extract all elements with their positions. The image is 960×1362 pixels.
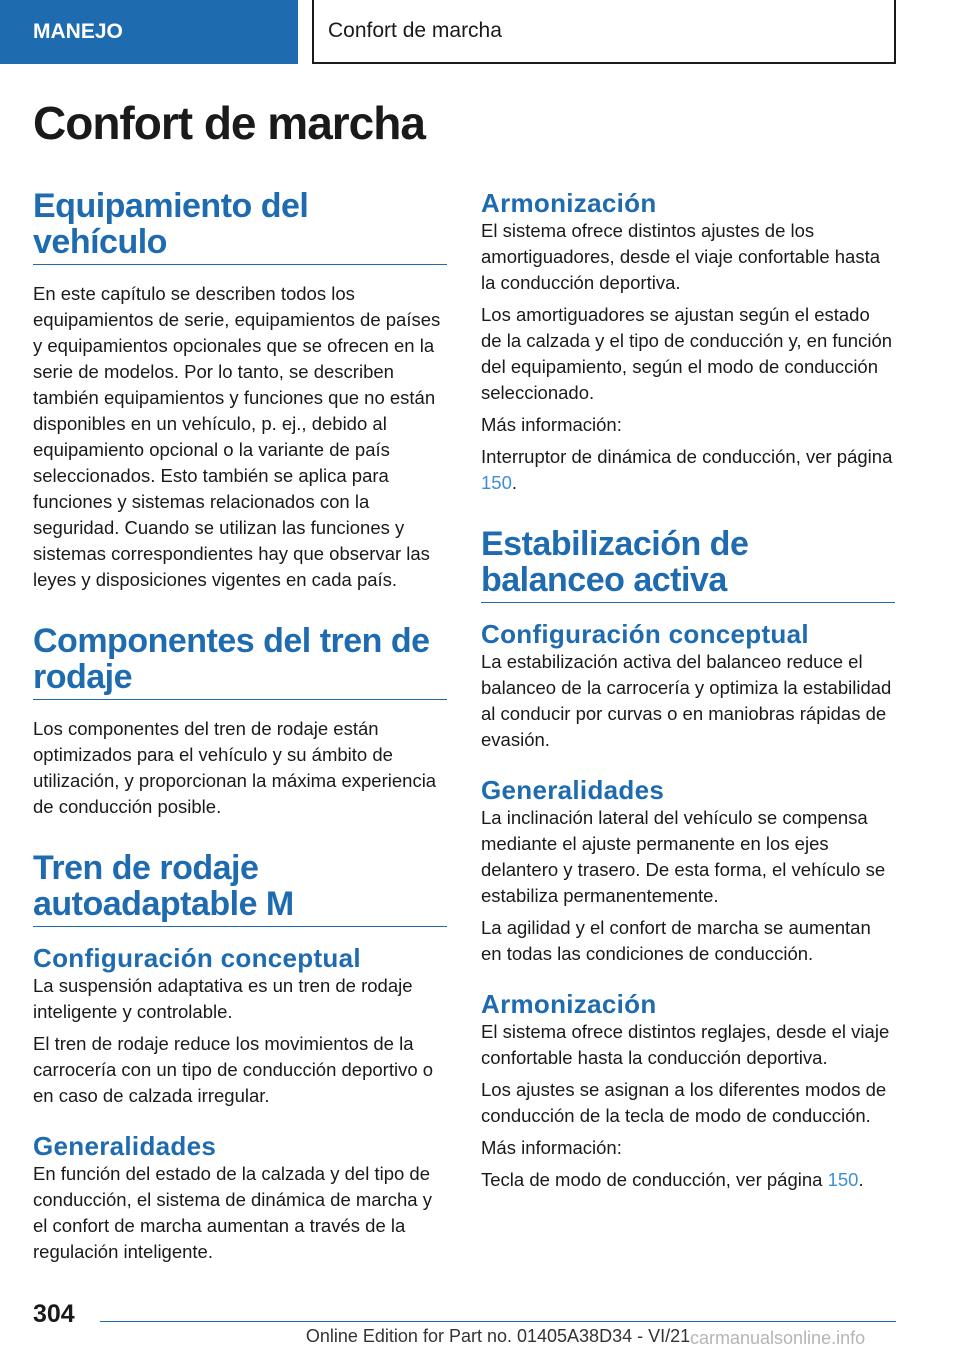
- page-link-150[interactable]: 150: [481, 472, 512, 493]
- section-heading-estabilizacion: Estabilización de balanceo activa: [481, 526, 895, 603]
- footer-divider: [100, 1321, 896, 1322]
- paragraph: Más información:: [481, 414, 622, 435]
- paragraph: La estabilización activa del balanceo reduce el balanceo de la carrocería y optimiza la estabilidad al conducir por curvas o en maniobras rápidas de evasión.: [481, 651, 892, 750]
- page-title: Confort de marcha: [33, 97, 425, 149]
- page-link-150[interactable]: 150: [827, 1169, 859, 1190]
- reference-text: Interruptor de dinámica de conducción, ver página: [481, 446, 893, 467]
- reference-text: Tecla de modo de conducción, ver página: [481, 1169, 828, 1190]
- subheading-armonizacion: Armonización: [481, 188, 657, 218]
- section-heading-componentes: Componentes del tren de rodaje: [33, 623, 447, 700]
- paragraph: Los ajustes se asignan a los diferentes modos de conducción de la tecla de modo de conducción.: [481, 1079, 887, 1126]
- section-heading-equipamiento: Equipamiento del vehículo: [33, 188, 447, 265]
- right-column: [481, 188, 895, 1199]
- paragraph: El sistema ofrece distintos ajustes de los amortiguadores, desde el viaje confortable hasta la conducción deportiva.: [481, 220, 881, 293]
- subheading-generalidades: Generalidades: [481, 775, 665, 805]
- chapter-header: [312, 0, 896, 64]
- paragraph: La inclinación lateral del vehículo se compensa mediante el ajuste permanente en los ejes delantero y trasero. De esta forma, el vehículo se estabiliza permanentemente.: [481, 807, 886, 906]
- paragraph: Más información:: [481, 1137, 622, 1158]
- watermark: carmanualsonline.info: [690, 1328, 866, 1348]
- page-number: 304: [33, 1300, 75, 1328]
- paragraph: En función del estado de la calzada y del tipo de conducción, el sistema de dinámica de marcha y el confort de marcha aumentan a través de la regulación inteligente.: [33, 1163, 432, 1262]
- paragraph: La suspensión adaptativa es un tren de rodaje inteligente y controlable.: [33, 975, 413, 1022]
- edition-note: Online Edition for Part no. 01405A38D34 - VI/21: [305, 1326, 691, 1346]
- left-column: [33, 188, 447, 1271]
- paragraph: La agilidad y el confort de marcha se aumentan en todas las condiciones de conducción.: [481, 917, 871, 964]
- subheading-generalidades: Generalidades: [33, 1131, 217, 1161]
- paragraph-with-link: [481, 444, 895, 496]
- paragraph: Los componentes del tren de rodaje están optimizados para el vehículo y su ámbito de utilización, y proporcionan la máxima experiencia de conducción posible.: [33, 718, 437, 817]
- paragraph: En este capítulo se describen todos los equipamientos de serie, equipamientos de países y equipamientos opcionales que se ofrecen en la serie de modelos. Por lo tanto, se describen también equipamientos y funciones que no están disponibles en un vehículo, p. ej., debido al equipamiento opcional o la variante de país seleccionados. Esto también se aplica para funciones y sistemas relacionados con la seguridad. Cuando se utilizan las funciones y sistemas correspondientes hay que observar las leyes y disposiciones vigentes en cada país.: [33, 283, 441, 590]
- section-label: MANEJO: [33, 20, 123, 43]
- reference-end: .: [858, 1169, 864, 1190]
- section-heading-tren-autoadaptable: Tren de rodaje autoadaptable M: [33, 850, 447, 927]
- reference-end: .: [511, 472, 518, 493]
- paragraph: Los amortiguadores se ajustan según el estado de la calzada y el tipo de conducción y, en función del equipamiento, según el modo de conducción seleccionado.: [481, 304, 893, 403]
- paragraph-with-link: [481, 1167, 895, 1193]
- subheading-armonizacion: Armonización: [481, 989, 657, 1019]
- section-tab: [0, 0, 298, 64]
- chapter-label: Confort de marcha: [328, 19, 502, 42]
- paragraph: El sistema ofrece distintos reglajes, desde el viaje confortable hasta la conducción deportiva.: [481, 1021, 890, 1068]
- subheading-configuracion: Configuración conceptual: [481, 619, 809, 649]
- subheading-configuracion: Configuración conceptual: [33, 943, 361, 973]
- paragraph: El tren de rodaje reduce los movimientos de la carrocería con un tipo de conducción deportivo o en caso de calzada irregular.: [33, 1033, 434, 1106]
